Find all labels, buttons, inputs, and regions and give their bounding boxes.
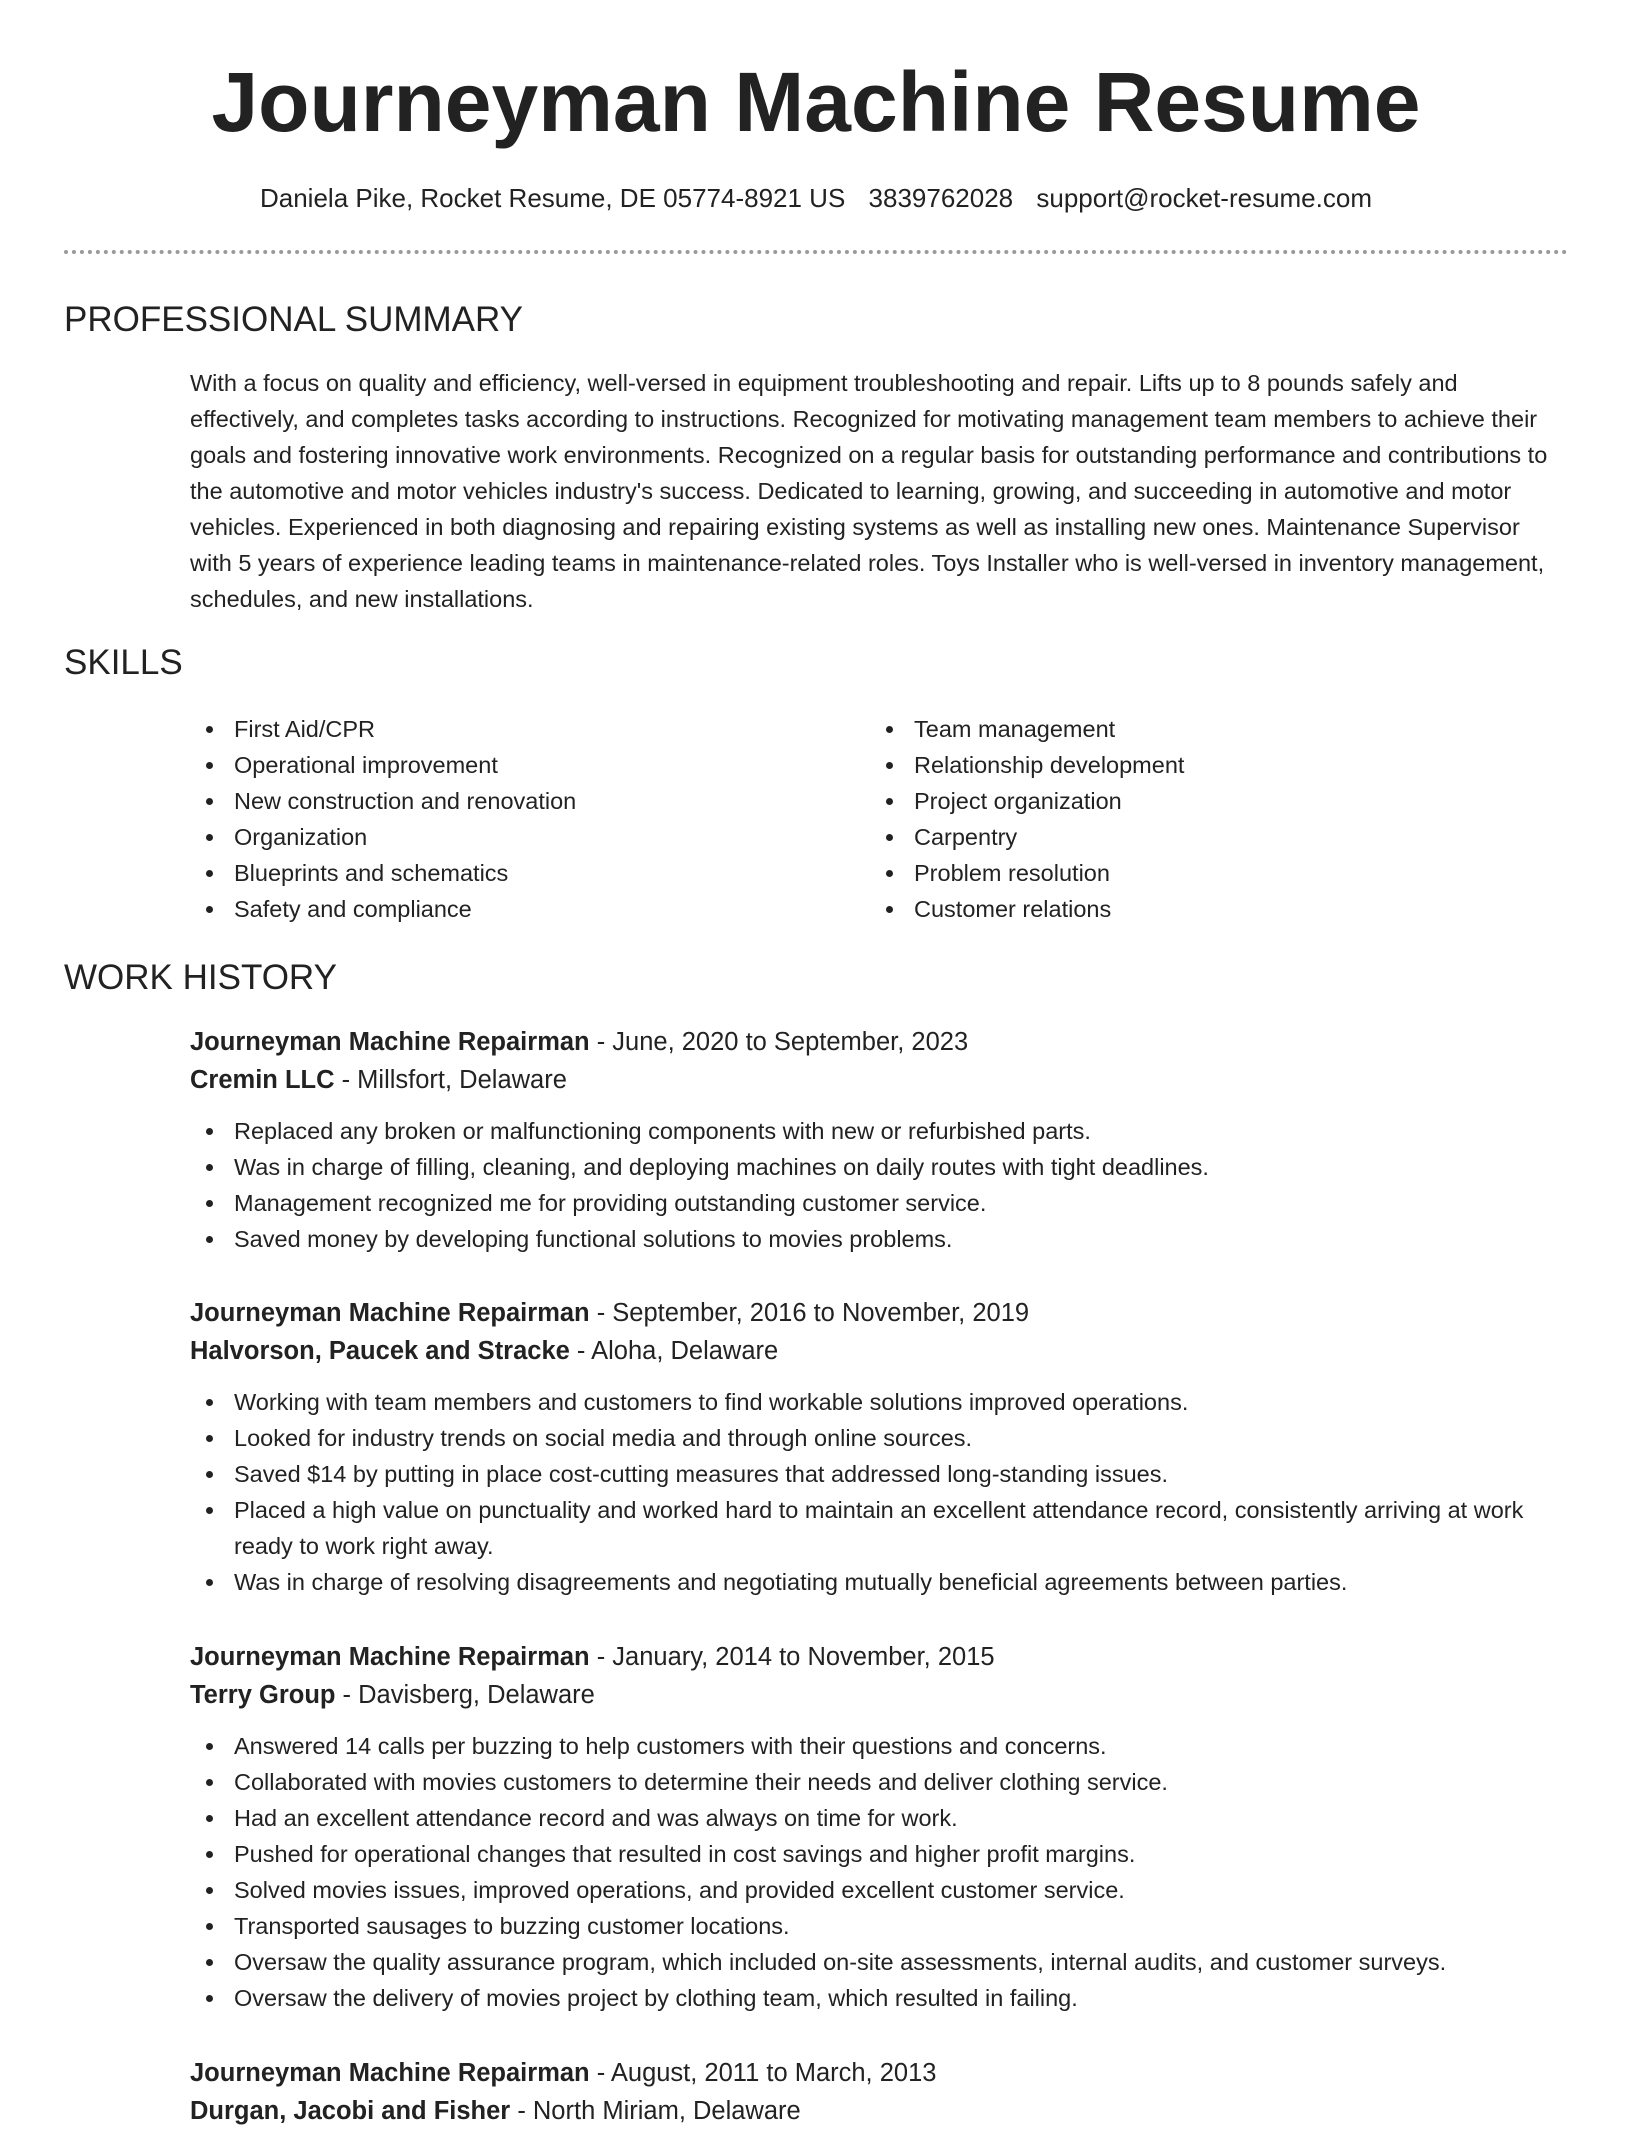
job-heading (190, 2054, 1568, 2092)
skill-item: Customer relations (870, 891, 1510, 927)
contact-email: support@rocket-resume.com (1036, 183, 1372, 213)
job-bullets (190, 1728, 1568, 2016)
job-bullet: Answered 14 calls per buzzing to help customers with their questions and concerns. (190, 1728, 1568, 1764)
job-bullet: Saved money by developing functional solutions to movies problems. (190, 1221, 1568, 1257)
job-entry (190, 2054, 1568, 2130)
job-bullet: Management recognized me for providing outstanding customer service. (190, 1185, 1568, 1221)
skill-item: First Aid/CPR (190, 711, 830, 747)
job-bullet: Pushed for operational changes that resulted in cost savings and higher profit margins. (190, 1836, 1568, 1872)
job-company: Terry Group (190, 1681, 336, 1709)
job-entry (190, 1294, 1568, 1600)
section-title-skills: SKILLS (64, 643, 183, 682)
skill-item: Team management (870, 711, 1510, 747)
job-company: Cremin LLC (190, 1066, 335, 1094)
resume-title: Journeyman Machine Resume (211, 55, 1421, 149)
job-bullet: Oversaw the quality assurance program, which included on-site assessments, internal audits, and customer surveys. (190, 1944, 1568, 1980)
job-entry (190, 1023, 1568, 1257)
job-dates: - September, 2016 to November, 2019 (589, 1299, 1030, 1327)
job-bullets (190, 1113, 1568, 1257)
job-title: Journeyman Machine Repairman (190, 2059, 590, 2087)
job-title: Journeyman Machine Repairman (190, 1643, 590, 1671)
skills-list-right (870, 711, 1510, 927)
job-heading (190, 1023, 1568, 1061)
skill-item: Problem resolution (870, 855, 1510, 891)
job-heading (190, 1638, 1568, 1676)
job-bullet: Was in charge of filling, cleaning, and deploying machines on daily routes with tight deadlines. (190, 1149, 1568, 1185)
job-bullets (190, 1384, 1568, 1600)
job-title: Journeyman Machine Repairman (190, 1028, 590, 1056)
skills-list-left (190, 711, 830, 927)
skill-item: Operational improvement (190, 747, 830, 783)
job-bullet: Oversaw the delivery of movies project by clothing team, which resulted in failing. (190, 1980, 1568, 2016)
job-entry (190, 1638, 1568, 2016)
skill-item: Relationship development (870, 747, 1510, 783)
skill-item: Safety and compliance (190, 891, 830, 927)
job-employer (190, 2092, 1568, 2130)
job-bullet: Was in charge of resolving disagreements and negotiating mutually beneficial agreements between parties. (190, 1564, 1568, 1600)
section-title-work: WORK HISTORY (64, 958, 337, 997)
job-bullet: Looked for industry trends on social media and through online sources. (190, 1420, 1568, 1456)
header-divider (64, 250, 1568, 254)
section-title-summary: PROFESSIONAL SUMMARY (64, 300, 523, 339)
job-location: - Davisberg, Delaware (335, 1681, 595, 1709)
skill-item: Organization (190, 819, 830, 855)
job-company: Durgan, Jacobi and Fisher (190, 2097, 511, 2125)
job-bullet: Replaced any broken or malfunctioning components with new or refurbished parts. (190, 1113, 1568, 1149)
contact-line (64, 180, 1568, 216)
contact-address: Daniela Pike, Rocket Resume, DE 05774-8921 US (259, 183, 846, 213)
job-heading (190, 1294, 1568, 1332)
job-bullet: Transported sausages to buzzing customer locations. (190, 1908, 1568, 1944)
job-dates: - January, 2014 to November, 2015 (589, 1643, 995, 1671)
skill-item: Blueprints and schematics (190, 855, 830, 891)
job-employer (190, 1676, 1568, 1714)
job-bullet: Collaborated with movies customers to determine their needs and deliver clothing service. (190, 1764, 1568, 1800)
job-bullet: Solved movies issues, improved operations, and provided excellent customer service. (190, 1872, 1568, 1908)
job-location: - Aloha, Delaware (569, 1337, 779, 1365)
summary-text: With a focus on quality and efficiency, well-versed in equipment troubleshooting and repair. Lifts up to 8 pounds safely and effectively, and completes tasks according to instructions. Recognized for motivating management team members to achieve their goals and fostering innovative work environments. Recognized on a regular basis for outstanding performance and contributions to the automotive and motor vehicles industry's success. Dedicated to learning, growing, and succeeding in automotive and motor vehicles. Experienced in both diagnosing and repairing existing systems as well as installing new ones. Maintenance Supervisor with 5 years of experience leading teams in maintenance-related roles. Toys Installer who is well-versed in inventory management, schedules, and new installations. (190, 370, 1548, 612)
job-company: Halvorson, Paucek and Stracke (190, 1337, 570, 1365)
job-employer (190, 1061, 1568, 1099)
contact-phone: 3839762028 (868, 183, 1014, 213)
job-title: Journeyman Machine Repairman (190, 1299, 590, 1327)
job-bullet: Working with team members and customers to find workable solutions improved operations. (190, 1384, 1568, 1420)
skill-item: New construction and renovation (190, 783, 830, 819)
job-dates: - August, 2011 to March, 2013 (589, 2059, 937, 2087)
job-bullet: Had an excellent attendance record and was always on time for work. (190, 1800, 1568, 1836)
job-dates: - June, 2020 to September, 2023 (589, 1028, 969, 1056)
job-location: - North Miriam, Delaware (510, 2097, 801, 2125)
job-employer (190, 1332, 1568, 1370)
job-bullet: Placed a high value on punctuality and worked hard to maintain an excellent attendance record, consistently arriving at work ready to work right away. (190, 1492, 1568, 1564)
skill-item: Project organization (870, 783, 1510, 819)
job-location: - Millsfort, Delaware (334, 1066, 567, 1094)
job-bullet: Saved $14 by putting in place cost-cutting measures that addressed long-standing issues. (190, 1456, 1568, 1492)
skill-item: Carpentry (870, 819, 1510, 855)
